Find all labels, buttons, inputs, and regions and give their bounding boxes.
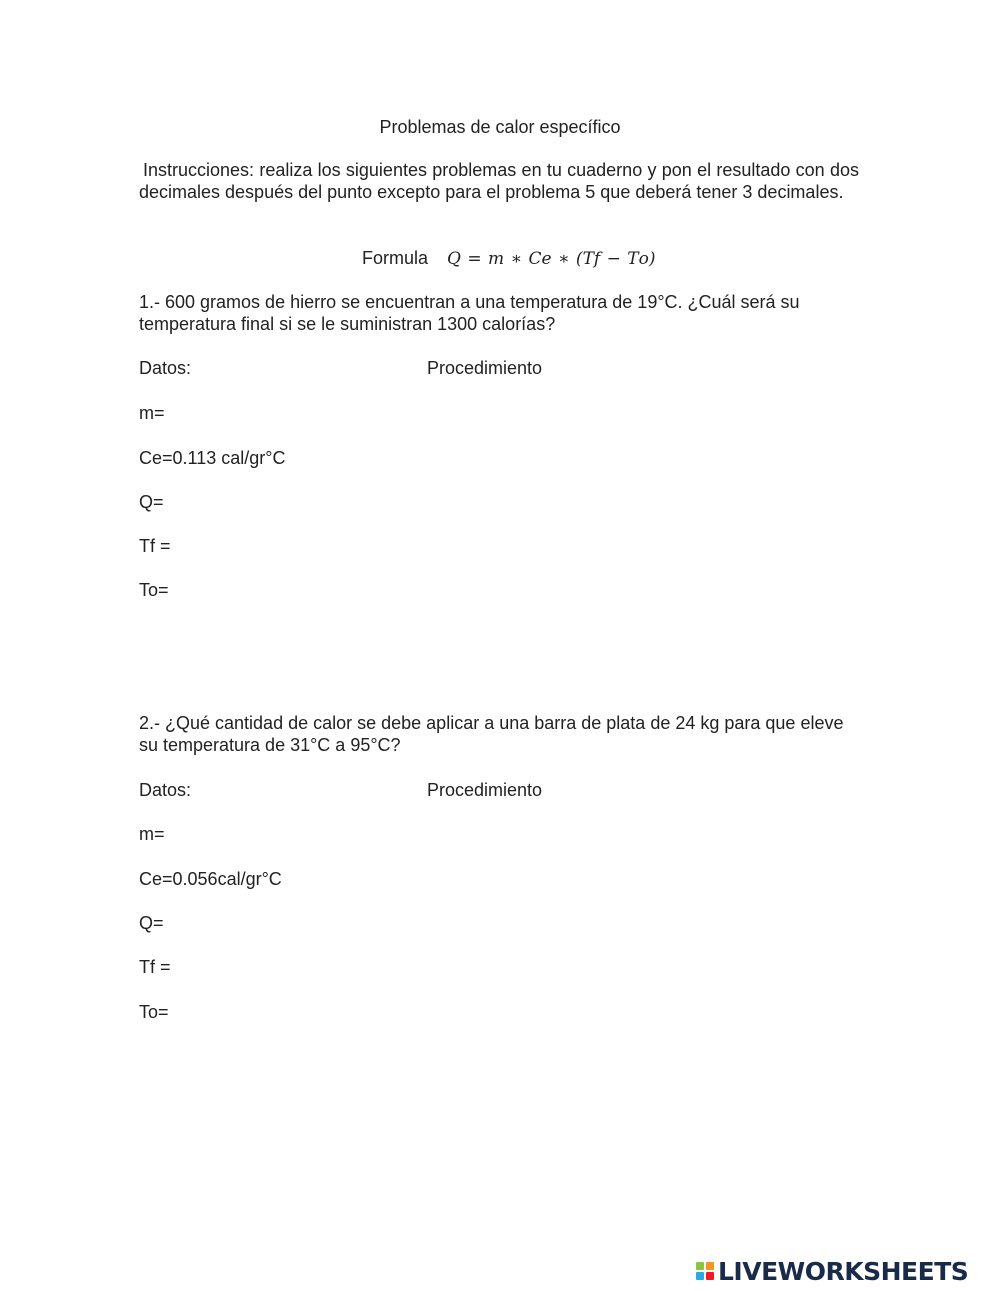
logo-block-blue — [696, 1272, 704, 1280]
page-title: Problemas de calor específico — [379, 117, 621, 137]
problem-1-field-to: To= — [139, 580, 169, 600]
problem-2-datos-label: Datos: — [139, 780, 192, 800]
problem-2-procedimiento-label: Procedimiento — [427, 780, 543, 800]
problem-2-field-q: Q= — [139, 913, 164, 933]
formula-equation: 𝑄 = 𝑚 ∗ 𝐶𝑒 ∗ (𝑇𝑓 − 𝑇𝑜) — [447, 249, 656, 269]
problem-1-field-m: m= — [139, 403, 165, 423]
formula-row — [362, 247, 655, 270]
problem-1-field-q: Q= — [139, 492, 164, 512]
logo-text: LIVEWORKSHEETS — [718, 1256, 969, 1286]
problem-2-field-to: To= — [139, 1002, 169, 1022]
logo-block-green — [696, 1262, 704, 1270]
logo-block-red — [706, 1272, 714, 1280]
logo-blocks-icon — [696, 1262, 714, 1280]
logo-block-orange — [706, 1262, 714, 1270]
problem-2-field-tf: Tf = — [139, 957, 171, 977]
problem-2-field-ce: Ce=0.056cal/gr°C — [139, 869, 282, 889]
problem-1-statement: 1.- 600 gramos de hierro se encuentran a una temperatura de 19°C. ¿Cuál será su temperatura final si se le suministran 1300 calorías? — [139, 292, 800, 334]
problem-1-field-ce: Ce=0.113 cal/gr°C — [139, 448, 286, 468]
liveworksheets-logo — [696, 1256, 968, 1286]
problem-2-statement: 2.- ¿Qué cantidad de calor se debe aplicar a una barra de plata de 24 kg para que eleve su temperatura de 31°C a 95°C? — [139, 713, 844, 755]
problem-1-procedimiento-label: Procedimiento — [427, 358, 543, 378]
problem-1-datos-label: Datos: — [139, 358, 192, 378]
problem-1-field-tf: Tf = — [139, 536, 171, 556]
formula-label: Formula — [362, 248, 429, 268]
problem-2-field-m: m= — [139, 824, 165, 844]
instructions-paragraph: Instrucciones: realiza los siguientes problemas en tu cuaderno y pon el resultado con dos decimales después del punto excepto para el problema 5 que deberá tener 3 decimales. — [139, 160, 859, 202]
